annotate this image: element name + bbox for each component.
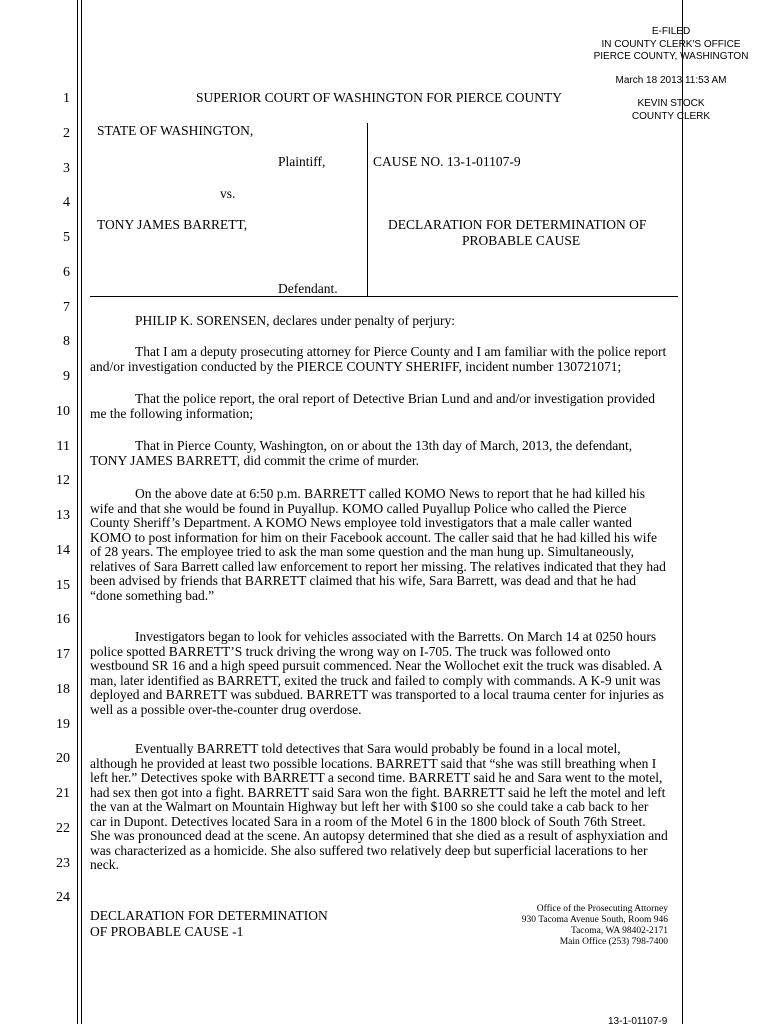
line-number: 14 bbox=[56, 542, 70, 558]
line-number: 13 bbox=[56, 508, 70, 523]
office-line: Main Office (253) 798-7400 bbox=[559, 937, 668, 947]
efile-stamp-line: COUNTY CLERK bbox=[631, 110, 711, 122]
court-title: SUPERIOR COURT OF WASHINGTON FOR PIERCE COUNTY bbox=[196, 90, 562, 105]
paragraph-text: Eventually BARRETT told detectives that Sara would probably be found in a local motel, although he provided at least two possible locations. BARRETT said that “she was still breathing when I left her.” Detectives spoke with BARRETT a second time. BARRETT said he and Sara went to the motel, had sex then got into a fight. BARRETT said Sara won the fight. BARRETT said he left the motel and left the van at the Walmart on Mountain Highway but left her with $100 so she could take a cab back to her car in Dupont. Detectives located Sara in a room of the Motel 6 in the 1800 block of South 76th Street. She was pronounced dead at the scene. An autopsy determined that she died as a result of asphyxiation and was characterized as a homicide. She also suffered two relatively deep but superficial lacerations to her neck. bbox=[90, 741, 668, 872]
paragraph-text: On the above date at 6:50 p.m. BARRETT called KOMO News to report that he had killed his wife and that she would be found in Puyallup. KOMO called Puyallup Police who called the Pierce County Sheriff’s Department. A KOMO News employee told investigators that a male caller wanted KOMO to post information for him on their Facebook account. The caller said that he had killed his wife of 28 years. The employee tried to ask the man some question and the man hung up. Simultaneously, relatives of Sara Barrett called law enforcement to report her missing. The relatives indicated that they had been advised by friends that BARRETT claimed that his wife, Sara Barrett, was dead and that he had “done something bad.” bbox=[90, 486, 666, 603]
efile-stamp-line: KEVIN STOCK bbox=[637, 98, 705, 109]
paragraph bbox=[90, 345, 668, 374]
footer-title-line2: OF PROBABLE CAUSE -1 bbox=[90, 924, 244, 939]
bottom-cause-number: 13-1-01107-9 bbox=[608, 1016, 668, 1027]
efile-stamp-line: March 18 2013 11:53 AM bbox=[615, 74, 727, 86]
efile-stamp-line: E-FILED bbox=[651, 26, 691, 37]
efile-stamp-spacer bbox=[586, 64, 756, 75]
office-line: Office of the Prosecuting Attorney bbox=[536, 904, 668, 914]
prosecutor-office-address bbox=[478, 904, 668, 948]
left-margin-rule-inner bbox=[81, 0, 82, 1024]
paragraph bbox=[90, 742, 668, 873]
paragraph bbox=[90, 392, 668, 421]
line-number: 18 bbox=[56, 681, 70, 697]
left-margin-rule-outer bbox=[77, 0, 78, 1024]
right-margin-rule bbox=[682, 0, 683, 1024]
line-number: 9 bbox=[63, 369, 70, 384]
defendant-name: TONY JAMES BARRETT, bbox=[97, 217, 248, 232]
document-title-line1: DECLARATION FOR DETERMINATION OF bbox=[388, 217, 647, 232]
line-number: 19 bbox=[56, 716, 70, 732]
efile-stamp-line: PIERCE COUNTY, WASHINGTON bbox=[593, 51, 749, 62]
line-number: 6 bbox=[63, 264, 70, 280]
paragraph bbox=[90, 439, 668, 468]
cause-number: CAUSE NO. 13-1-01107-9 bbox=[373, 154, 521, 169]
line-number: 7 bbox=[63, 299, 70, 315]
line-number: 17 bbox=[56, 647, 70, 662]
efile-stamp bbox=[586, 26, 756, 123]
line-number: 10 bbox=[56, 403, 70, 419]
paragraph bbox=[90, 630, 668, 717]
paragraph-text: That the police report, the oral report of Detective Brian Lund and and/or investigation provided me the following information; bbox=[90, 391, 655, 421]
office-line: 930 Tacoma Avenue South, Room 946 bbox=[521, 915, 668, 925]
line-number: 21 bbox=[56, 786, 70, 801]
paragraph-text: That in Pierce County, Washington, on or about the 13th day of March, 2013, the defendant, TONY JAMES BARRETT, did commit the crime of murder. bbox=[90, 438, 633, 468]
line-number: 4 bbox=[63, 195, 70, 211]
line-number: 22 bbox=[56, 820, 70, 836]
line-number: 16 bbox=[56, 612, 70, 628]
paragraph-text: That I am a deputy prosecuting attorney for Pierce County and I am familiar with the police report and/or investigation conducted by the PIERCE COUNTY SHERIFF, incident number 130721071; bbox=[90, 344, 667, 374]
line-number: 1 bbox=[63, 91, 70, 106]
declarant-text: PHILIP K. SORENSEN, declares under penalty of perjury: bbox=[135, 313, 456, 328]
line-number: 20 bbox=[56, 751, 70, 767]
line-number: 2 bbox=[63, 125, 70, 141]
defendant-label: Defendant. bbox=[278, 281, 338, 296]
line-number: 5 bbox=[63, 230, 70, 245]
footer-document-title bbox=[90, 908, 328, 940]
caption-divider-horizontal bbox=[90, 296, 678, 297]
paragraph bbox=[90, 487, 668, 603]
versus-text: vs. bbox=[220, 186, 236, 201]
line-number: 24 bbox=[56, 890, 70, 906]
efile-stamp-line: IN COUNTY CLERK'S OFFICE bbox=[601, 38, 741, 50]
line-number: 11 bbox=[56, 438, 70, 454]
plaintiff-name: STATE OF WASHINGTON, bbox=[97, 123, 254, 138]
line-number: 12 bbox=[56, 473, 70, 489]
line-number: 15 bbox=[56, 577, 70, 593]
office-line: Tacoma, WA 98402-2171 bbox=[570, 926, 668, 936]
plaintiff-label: Plaintiff, bbox=[278, 154, 326, 169]
footer-title-line1: DECLARATION FOR DETERMINATION bbox=[90, 908, 328, 923]
line-number: 23 bbox=[56, 855, 70, 871]
document-title-line2: PROBABLE CAUSE bbox=[462, 233, 581, 248]
paragraph-text: Investigators began to look for vehicles associated with the Barretts. On March 14 at 0250 hours police spotted BARRETT’S truck driving the wrong way on I-705. The truck was followed onto westbound SR 16 and a high speed pursuit commenced. Near the Wollochet exit the truck was disabled. A man, later identified as BARRETT, exited the truck and failed to comply with commands. A K-9 unit was deployed and BARRETT was subdued. BARRETT was transported to a local trauma center for injuries as well as a possible over-the-counter drug overdose. bbox=[90, 629, 664, 717]
efile-stamp-spacer bbox=[586, 87, 756, 98]
line-number: 3 bbox=[63, 160, 70, 176]
caption-divider-vertical bbox=[367, 123, 368, 297]
declarant-statement bbox=[90, 314, 668, 329]
line-number: 8 bbox=[63, 334, 70, 350]
